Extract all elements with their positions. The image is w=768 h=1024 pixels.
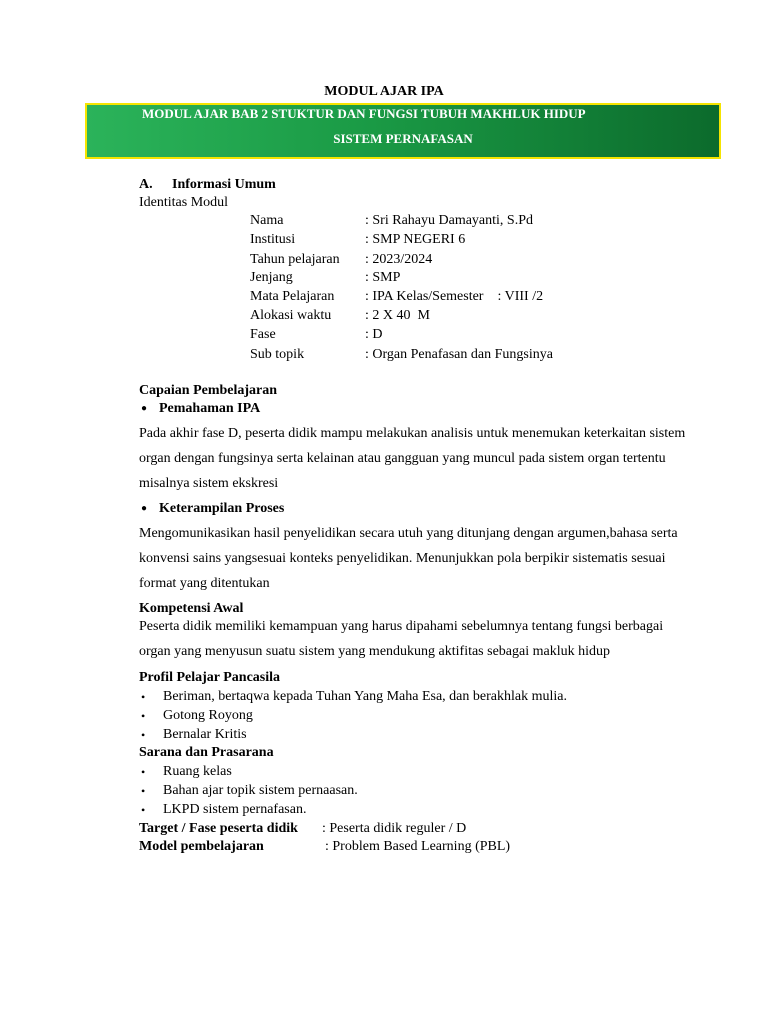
identity-key-jenjang: Jenjang — [250, 270, 293, 285]
identity-key-name: Nama — [250, 213, 284, 228]
identity-key-subtopik: Sub topik — [250, 347, 305, 362]
document-title: MODUL AJAR IPA — [324, 84, 444, 99]
profil-heading: Profil Pelajar Pancasila — [139, 670, 281, 685]
keterampilan-line-1: Mengomunikasikan hasil penyelidikan secara utuh yang ditunjang dengan argumen,bahasa serta — [139, 526, 678, 541]
identity-key-fase: Fase — [250, 327, 276, 342]
identity-subheading: Identitas Modul — [139, 195, 229, 210]
profil-item-1: Beriman, bertaqwa kepada Tuhan Yang Maha Esa, dan berakhlak mulia. — [163, 689, 567, 704]
profil-item-2: Gotong Royong — [163, 708, 253, 723]
sarana-heading: Sarana dan Prasarana — [139, 745, 274, 760]
identity-key-mapel: Mata Pelajaran — [250, 289, 335, 304]
section-a-letter: A. — [139, 177, 153, 192]
banner-chapter-title: MODUL AJAR BAB 2 STUKTUR DAN FUNGSI TUBUH MAKHLUK HIDUP — [142, 106, 586, 121]
target-label: Target / Fase peserta didik — [139, 821, 298, 836]
target-value: : Peserta didik reguler / D — [322, 821, 467, 836]
capaian-heading: Capaian Pembelajaran — [139, 383, 278, 398]
identity-key-tahun: Tahun pelajaran — [250, 252, 340, 267]
banner-subtitle: SISTEM PERNAFASAN — [333, 131, 473, 146]
identity-value-subtopik: : Organ Penafasan dan Fungsinya — [365, 347, 553, 362]
bullet-icon: • — [141, 765, 146, 779]
title-banner — [85, 103, 721, 159]
bullet-icon: • — [141, 728, 146, 742]
identity-value-name: : Sri Rahayu Damayanti, S.Pd — [365, 213, 533, 228]
identity-value-institusi: : SMP NEGERI 6 — [365, 232, 466, 247]
pemahaman-line-3: misalnya sistem ekskresi — [139, 476, 279, 491]
identity-key-institusi: Institusi — [250, 232, 296, 247]
bullet-icon: • — [141, 690, 146, 704]
profil-item-3: Bernalar Kritis — [163, 727, 247, 742]
pemahaman-line-1: Pada akhir fase D, peserta didik mampu melakukan analisis untuk menemukan keterkaitan sistem — [139, 426, 686, 441]
bullet-icon: • — [141, 803, 146, 817]
identity-value-mapel: : IPA Kelas/Semester : VIII /2 — [365, 289, 544, 304]
kompetensi-heading: Kompetensi Awal — [139, 601, 244, 616]
bullet-icon: ● — [141, 403, 148, 414]
pemahaman-line-2: organ dengan fungsinya serta kelainan atau gangguan yang muncul pada sistem organ tertentu — [139, 451, 666, 466]
section-a-heading: Informasi Umum — [172, 177, 276, 192]
bullet-icon: • — [141, 709, 146, 723]
bullet-icon: • — [141, 784, 146, 798]
keterampilan-heading: Keterampilan Proses — [159, 501, 285, 516]
bullet-icon: ● — [141, 503, 148, 514]
pemahaman-heading: Pemahaman IPA — [159, 401, 261, 416]
keterampilan-line-3: format yang ditentukan — [139, 576, 270, 591]
sarana-item-2: Bahan ajar topik sistem pernaasan. — [163, 783, 358, 798]
kompetensi-line-1: Peserta didik memiliki kemampuan yang harus dipahami sebelumnya tentang fungsi berbagai — [139, 619, 664, 634]
identity-value-jenjang: : SMP — [365, 270, 401, 285]
sarana-item-1: Ruang kelas — [163, 764, 232, 779]
model-label: Model pembelajaran — [139, 839, 264, 854]
keterampilan-line-2: konvensi sains yangsesuai konteks penyelidikan. Menunjukkan pola berpikir sistematis sesuai — [139, 551, 666, 566]
identity-value-tahun: : 2023/2024 — [365, 252, 433, 267]
kompetensi-line-2: organ yang menyusun suatu sistem yang mendukung aktifitas sebagai makluk hidup — [139, 644, 610, 659]
model-value: : Problem Based Learning (PBL) — [325, 839, 511, 854]
identity-value-fase: : D — [365, 327, 383, 342]
sarana-item-3: LKPD sistem pernafasan. — [163, 802, 307, 817]
identity-value-alokasi: : 2 X 40 M — [365, 308, 430, 323]
identity-key-alokasi: Alokasi waktu — [250, 308, 332, 323]
